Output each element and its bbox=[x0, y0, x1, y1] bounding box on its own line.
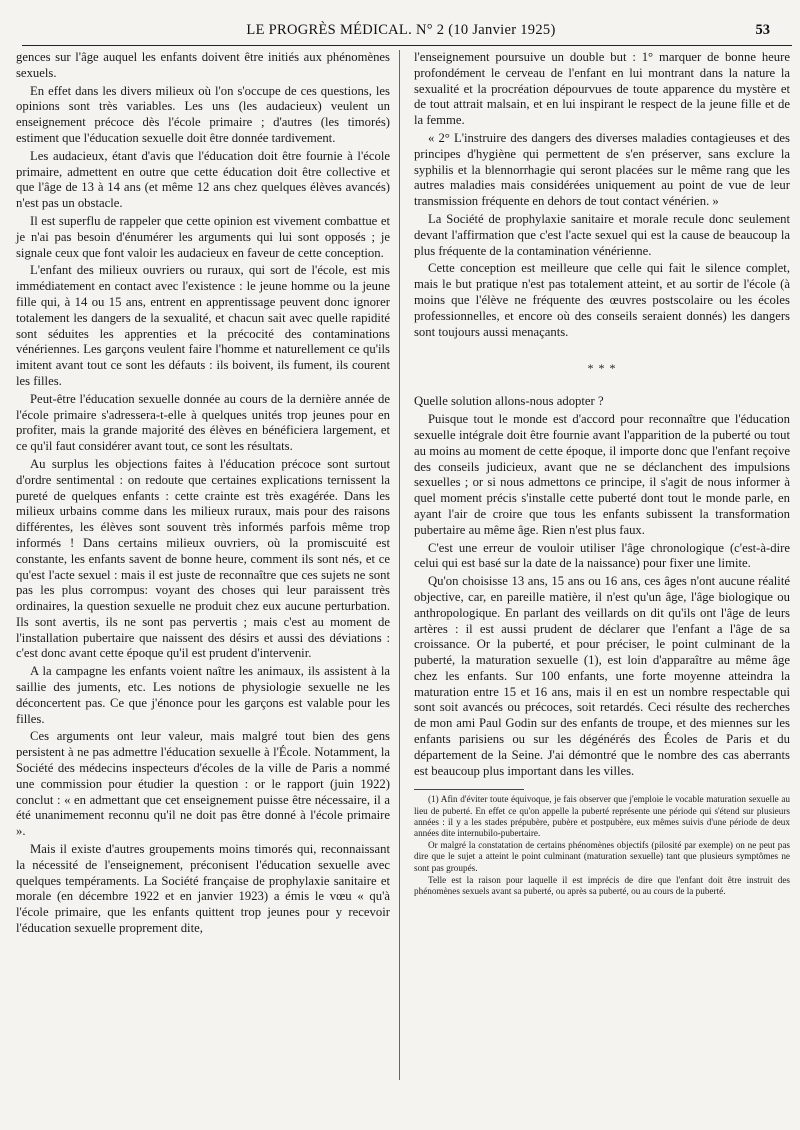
left-column bbox=[16, 50, 390, 939]
journal-title: LE PROGRÈS MÉDICAL. N° 2 (10 Janvier 1925) bbox=[246, 22, 556, 38]
footnote: Or malgré la constatation de certains phénomènes objectifs (pilosité par exemple) on ne peut pas dire que le sujet a atteint le point culminant (maturation sexuelle) tant que plusieurs symptômes ne sont pas groupés. bbox=[414, 840, 790, 873]
paragraph: « 2° L'instruire des dangers des diverses maladies contagieuses et des principes d'hygiène qui permettent de s'en préserver, sans exclure la syphilis et la blennorrhagie qui seront placées sur le même rang que les autres maladies mais considérées uniquement au point de vue de leur transmission fréquente en dehors de tout contact vénérien. » bbox=[414, 130, 790, 209]
section-asterism: * * * bbox=[587, 361, 617, 376]
paragraph: La Société de prophylaxie sanitaire et morale recule donc seulement devant l'affirmation que c'est l'acte sexuel qui est la cause de beaucoup la plus fréquente de la contamination vénérienne. bbox=[414, 211, 790, 258]
paragraph: C'est une erreur de vouloir utiliser l'âge chronologique (c'est-à-dire celui qui est basé sur la date de la naissance) pour fixer une limite. bbox=[414, 540, 790, 571]
paragraph: Peut-être l'éducation sexuelle donnée au cours de la dernière année de l'école primaire s'adressera-t-elle à quelques unités trop jeunes pour en profiter, mais la grande majorité des élèves en bénéficiera largement, et ce qu'il faut considérer avant tout, ce sont les résultats. bbox=[16, 391, 390, 454]
paragraph: Quelle solution allons-nous adopter ? bbox=[414, 394, 604, 409]
footnote: Telle est la raison pour laquelle il est imprécis de dire que l'enfant doit être instruit des phénomènes sexuels avant sa puberté, ou après sa puberté, ou au cours de la puberté. bbox=[414, 874, 790, 897]
footnote-rule bbox=[414, 789, 524, 790]
paragraph: Les audacieux, étant d'avis que l'éducation doit être fournie à l'école primaire, admettent en outre que cette éducation doit être collective et que l'âge de 13 à 14 ans (et même 12 ans chez quelques élèves avancés) n'est pas un obstacle. bbox=[16, 148, 390, 211]
column-divider bbox=[399, 50, 400, 1080]
paragraph: Puisque tout le monde est d'accord pour reconnaître que l'éducation sexuelle intégrale doit être fournie avant l'apparition de la puberté ou tout au moins au moment de cette époque, il importe donc que l'enfant reçoive des conseils judicieux, avant que ne se déclanchent des impulsions sexuelles ; or si nous admettons ce principe, il s'agit de nous informer à quel moment précis s'installe cette puberté dont tout le monde parle, en ayant l'air de croire que tous les enfants subissent la transformation pubertaire au même âge. Rien n'est plus faux. bbox=[414, 412, 790, 537]
paragraph: Ces arguments ont leur valeur, mais malgré tout bien des gens persistent à ne pas admettre l'éducation sexuelle à l'École. Notamment, la Société des médecins inspecteurs d'écoles de la ville de Paris a nommé une commission pour étudier la question : or le rapport (juin 1922) conclut : « en admettant que cet enseignement puisse être nécessaire, il a été unanimement reconnu qu'il ne doit pas être donné à l'école primaire ». bbox=[16, 729, 390, 839]
paragraph: l'enseignement poursuive un double but : 1° marquer de bonne heure profondément le cerveau de l'enfant en lui montrant dans la nature la sexualité et la procréation dépourvues de toute apparence du mystère et de tout attrait malsain, et en lui inspirant le respect de la jeune fille et de la femme. bbox=[414, 50, 790, 128]
paragraph: Cette conception est meilleure que celle qui fait le silence complet, mais le but pratique n'est pas totalement atteint, et au sortir de l'école (à moins que l'élève ne fréquente des œuvres postscolaire ou les écoles professionnelles, et encore où des conseils seraient donnés) les dangers sont toujours aussi menaçants. bbox=[414, 261, 790, 339]
right-column bbox=[414, 50, 790, 898]
page-number: 53 bbox=[755, 22, 770, 38]
running-header bbox=[22, 22, 770, 44]
paragraph: Il est superflu de rappeler que cette opinion est vivement combattue et je n'ai pas besoin d'énumérer les arguments qui lui sont opposés ; je signale ceux que font valoir les audacieux en faveur de cette conception. bbox=[16, 213, 390, 260]
footnotes bbox=[414, 789, 790, 897]
header-rule bbox=[22, 45, 792, 46]
paragraph: L'enfant des milieux ouvriers ou ruraux, qui sort de l'école, est mis immédiatement en contact avec l'existence : le jeune homme ou la jeune fille qui, à 14 ou 15 ans, entrent en apprentissage peuvent donc ignorer totalement les dangers de la sexualité, et chacun sait avec quelle rapidité sont séduites les apprenties et la précocité des contaminations vénériennes. Les garçons veulent faire l'homme et naturellement ce qu'ils imitent avant tout ce sont les défauts : ils boivent, ils fument, ils courent les filles. bbox=[16, 263, 390, 388]
paragraph: En effet dans les divers milieux où l'on s'occupe de ces questions, les opinions sont très variables. Les uns (les audacieux) veulent un enseignement précoce dès l'école primaire ; d'autres (les timorés) estiment que l'éducation sexuelle doit être donnée tardivement. bbox=[16, 83, 390, 145]
paragraph: A la campagne les enfants voient naître les animaux, ils assistent à la saillie des juments, etc. Les notions de physiologie sexuelle ne les déconcertent pas. Ce que j'énonce pour les garçons est valable pour les filles. bbox=[16, 664, 390, 726]
paragraph: Au surplus les objections faites à l'éducation précoce sont surtout d'ordre sentimental : on redoute que certaines explications ternissent la pureté de quelques enfants : cette crainte est très exagérée. Dans les milieux urbains comme dans les milieux ruraux, mais pour des raisons différentes, les élèves sont souvent très informés parfois même trop informés ! Dans certains milieux ouvriers, où la promiscuité est constante, les enfants savent de bonne heure, comment ils sont nés, et ce qu'est l'acte sexuel : mais il est juste de reconnaître que ces sujets ne sont pas les plus corrompus: voyant des choses qui leur paraissent très ordinaires, la question sexuelle ne produit chez eux aucune perturbation. Ils sont avertis, ils ne sont pas pervertis ; mais c'est au moment de l'installation pubertaire que naissent des désirs et aussi des déviations : c'est donc avant cette époque qu'il est prudent d'intervenir. bbox=[16, 456, 390, 661]
paragraph: Qu'on choisisse 13 ans, 15 ans ou 16 ans, ces âges n'ont aucune réalité objective, car, en pareille matière, il n'est qu'un âge, l'âge biologique ou anthropologique. En parlant des veillards on dit qu'ils ont l'âge de leurs artères : il est aussi prudent de déclarer que l'enfant a l'âge de sa croissance. Or la puberté, et pour préciser, le point culminant de la puberté, la maturation sexuelle (1), est loin d'apparaître au même âge chez les enfants. Sur 100 enfants, une forte moyenne atteindra la maturation entre 15 et 16 ans, mais il en est un nombre respectable qui sont soit avancés ou précoces, soit retardés. Ceci résulte des recherches de mon ami Paul Godin sur des enfants de troupe, et des miennes sur les enfants parisiens ou sur les dégénérés des Écoles de Paris et du département de la Seine. J'ai démontré que le nombre des cas aberrants est beaucoup plus important dans les villes. bbox=[414, 574, 790, 778]
paragraph: Mais il existe d'autres groupements moins timorés qui, reconnaissant la nécessité de l'enseignement, préconisent l'éducation sexuelle avec quelques tempéraments. La Société française de prophylaxie sanitaire et morale (en décembre 1922 et en janvier 1923) a émis le vœu « qu'à l'école primaire, que les enfants quittent trop jeunes pour y recevoir l'éducation sexuelle proprement dite, bbox=[16, 842, 390, 936]
paragraph: gences sur l'âge auquel les enfants doivent être initiés aux phénomènes sexuels. bbox=[16, 50, 390, 80]
footnote: (1) Afin d'éviter toute équivoque, je fais observer que j'emploie le vocable maturation sexuelle au lieu de puberté. En effet ce qu'on appelle la puberté représente une période qui s'étend sur plusieurs années : il y a les stades prépubère, pubère et postpubère, eux mêmes suivis d'une période de deux années dite internubilo-pubertaire. bbox=[414, 794, 790, 839]
